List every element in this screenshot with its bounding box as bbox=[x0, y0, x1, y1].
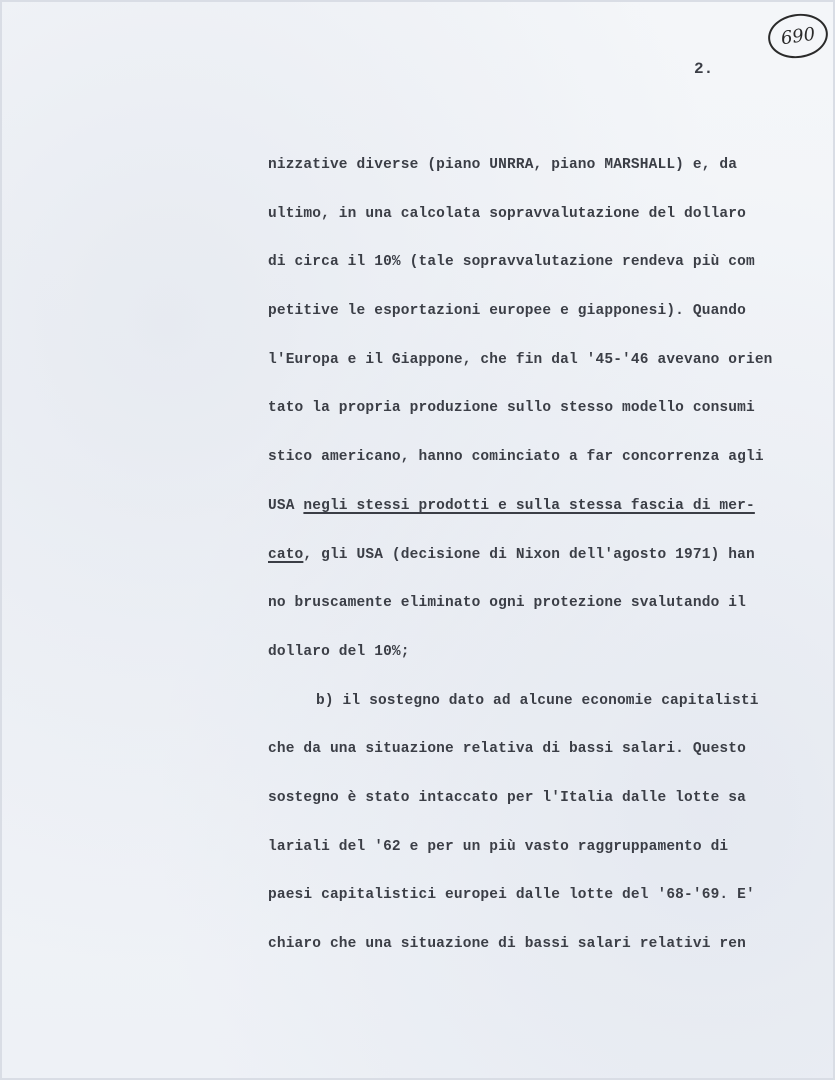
text-line: sostegno è stato intaccato per l'Italia dalle lotte sa bbox=[268, 789, 746, 806]
text-line: nizzative diverse (piano UNRRA, piano MARSHALL) e, da bbox=[268, 157, 738, 173]
text-line: tato la propria produzione sullo stesso modello consumi bbox=[268, 400, 755, 417]
text-line-indented: b) il sostegno dato ad alcune economie capitalisti bbox=[316, 692, 759, 709]
text-line: paesi capitalistici europei dalle lotte del '68-'69. E' bbox=[268, 887, 755, 904]
text-line: l'Europa e il Giappone, che fin dal '45-'46 avevano orien bbox=[268, 351, 773, 368]
text-line: di circa il 10% (tale sopravvalutazione rendeva più com bbox=[268, 254, 755, 271]
text-line: chiaro che una situazione di bassi salari relativi ren bbox=[268, 936, 746, 952]
text-line: ultimo, in una calcolata sopravvalutazione del dollaro bbox=[268, 205, 746, 222]
archive-number: 690 bbox=[779, 23, 817, 49]
text-line: lariali del '62 e per un più vasto raggruppamento di bbox=[268, 838, 729, 855]
underlined-text: negli stessi prodotti e sulla stessa fascia di mer- bbox=[303, 497, 755, 514]
underlined-text: cato bbox=[268, 546, 304, 563]
text-line: cato, gli USA (decisione di Nixon dell'agosto 1971) han bbox=[268, 546, 755, 563]
text-line: stico americano, hanno cominciato a far concorrenza agli bbox=[268, 449, 764, 466]
text-line: dollaro del 10%; bbox=[268, 643, 410, 660]
typewritten-paragraph bbox=[268, 151, 808, 979]
text-line: USA negli stessi prodotti e sulla stessa fascia di mer- bbox=[268, 497, 755, 514]
page-number: 2. bbox=[694, 60, 714, 78]
text-line: petitive le esportazioni europee e giapponesi). Quando bbox=[268, 303, 746, 320]
text-line: che da una situazione relativa di bassi salari. Questo bbox=[268, 741, 746, 758]
text-line: no bruscamente eliminato ogni protezione svalutando il bbox=[268, 595, 746, 612]
archive-number-stamp bbox=[765, 10, 831, 62]
